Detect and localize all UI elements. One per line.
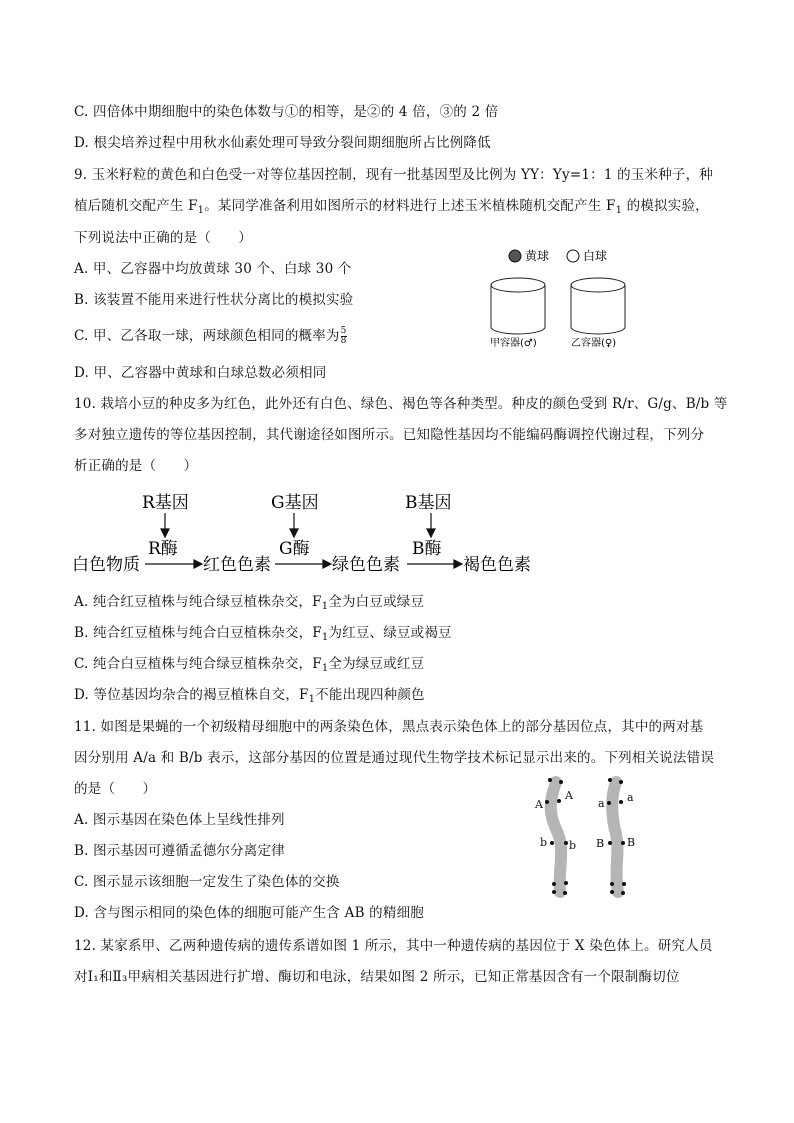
gene-dot [621, 891, 625, 895]
gene-dot [619, 800, 623, 804]
gene-label: a [627, 791, 634, 804]
subscript: 1 [308, 694, 316, 705]
gene-dot [548, 778, 552, 782]
q10-option-c-rest: 全为绿豆或红豆 [328, 656, 425, 672]
q10-option-c-text: C. 纯合白豆植株与纯合绿豆植株杂交，F [74, 656, 322, 672]
substance-brown: 褐色色素 [463, 555, 531, 575]
arrowhead-icon [194, 560, 202, 568]
subscript: 1 [321, 663, 329, 674]
gene-dot [610, 882, 614, 886]
q8-option-c: C. 四倍体中期细胞中的染色体数与①的相等，是②的 4 倍，③的 2 倍 [74, 104, 499, 120]
container-right-label: 乙容器(♀) [571, 338, 617, 349]
subscript: 1 [197, 205, 205, 216]
q11-option-c: C. 图示显示该细胞一定发生了染色体的交换 [74, 874, 340, 890]
q10-option-d [74, 685, 425, 710]
q10-stem-line1: 10. 栽培小豆的种皮多为红色，此外还有白色、绿色、褐色等各种类型。种皮的颜色受到 R/r、G/g、B/b 等 [74, 396, 728, 412]
q9-stem-part1: 植后随机交配产生 F [74, 198, 198, 214]
fraction-numerator: 5 [340, 326, 347, 336]
q9-option-c [74, 326, 347, 346]
gene-dot [607, 801, 611, 805]
subscript: 1 [615, 205, 623, 216]
gene-label: A [565, 789, 573, 802]
fraction [341, 327, 347, 346]
gene-dot [557, 799, 561, 803]
q11-stem-line1: 11. 如图是果蝇的一个初级精母细胞中的两条染色体，黑点表示染色体上的部分基因位点，其中的两对基 [74, 719, 704, 735]
q11-option-a: A. 图示基因在染色体上呈线性排列 [74, 812, 285, 828]
q10-option-d-text: D. 等位基因均杂合的褐豆植株自交，F [74, 687, 309, 703]
q11-option-b: B. 图示基因可遵循孟德尔分离定律 [74, 843, 285, 859]
q9-stem-line1: 9. 玉米籽粒的黄色和白色受一对等位基因控制，现有一批基因型及比例为 YY：Yy=1：1 的玉米种子，种 [74, 167, 714, 183]
gene-r-label: R基因 [142, 493, 189, 513]
container-figure [480, 240, 650, 355]
arrowhead-icon [454, 560, 462, 568]
q11-option-d: D. 含与图示相同的染色体的细胞可能产生含 AB 的精细胞 [74, 905, 424, 921]
gene-dot [564, 841, 568, 845]
arrowhead-icon [427, 529, 435, 537]
q9-stem-line3: 下列说法中正确的是（ ） [74, 230, 253, 246]
subscript: 1 [321, 632, 329, 643]
q10-option-c [74, 654, 424, 679]
gene-dot [552, 890, 556, 894]
white-ball-icon [567, 250, 579, 262]
container-left [491, 278, 545, 334]
gene-dot [563, 891, 567, 895]
q12-stem-line2: 对Ⅰ₁和Ⅱ₃甲病相关基因进行扩增、酶切和电泳，结果如图 2 所示，已知正常基因含有一个限制酶切位 [74, 969, 680, 985]
container-right [571, 278, 625, 334]
fraction-denominator: 8 [340, 336, 347, 346]
gene-dot [610, 890, 614, 894]
gene-dot [622, 882, 626, 886]
enzyme-b-label: B酶 [412, 539, 442, 559]
enzyme-g-label: G酶 [279, 539, 310, 559]
arrowhead-icon [323, 560, 331, 568]
arrowhead-icon [290, 529, 298, 537]
yellow-ball-icon [509, 250, 521, 262]
substance-red: 红色色素 [203, 555, 271, 575]
q10-option-a-rest: 全为白豆或绿豆 [328, 594, 425, 610]
gene-label: B [596, 837, 605, 850]
q9-option-c-text: C. 甲、乙各取一球，两球颜色相同的概率为 [74, 328, 340, 344]
q10-stem-line2: 多对独立遗传的等位基因控制，其代谢途径如图所示。已知隐性基因均不能编码酶调控代谢过程，下列分 [74, 427, 705, 443]
gene-label: b [540, 836, 548, 849]
gene-dot [608, 778, 612, 782]
q10-option-a [74, 592, 424, 617]
q11-stem-line3: 的是（ ） [74, 781, 157, 797]
gene-g-label: G基因 [271, 493, 319, 513]
q10-option-d-rest: 不能出现四种颜色 [315, 687, 425, 703]
q9-option-b: B. 该装置不能用来进行性状分离比的模拟实验 [74, 292, 354, 308]
q10-option-a-text: A. 纯合红豆植株与纯合绿豆植株杂交，F [74, 594, 322, 610]
gene-dot [619, 780, 623, 784]
q8-option-d: D. 根尖培养过程中用秋水仙素处理可导致分裂间期细胞所占比例降低 [74, 135, 491, 151]
gene-dot [608, 841, 612, 845]
legend-white: 白球 [583, 249, 608, 263]
gene-b-label: B基因 [405, 493, 452, 513]
substance-green: 绿色色素 [332, 555, 400, 575]
chromosome-left [551, 782, 561, 892]
pathway-figure [70, 488, 550, 580]
q9-stem-part3: 的模拟实验， [622, 198, 709, 214]
gene-dot [621, 841, 625, 845]
subscript: 1 [321, 601, 329, 612]
container-left-label: 甲容器(♂) [490, 338, 537, 349]
chromosome-right [612, 782, 618, 892]
q9-stem-line2 [74, 196, 709, 221]
q9-stem-part2: 。某同学准备利用如图所示的材料进行上述玉米植株随机交配产生 F [204, 198, 616, 214]
gene-dot [552, 882, 556, 886]
substance-white: 白色物质 [72, 555, 140, 575]
gene-label: B [627, 836, 636, 849]
arrowhead-icon [161, 529, 169, 537]
gene-label: a [598, 797, 605, 810]
q9-option-d: D. 甲、乙容器中黄球和白球总数必须相同 [74, 365, 327, 381]
q9-option-a: A. 甲、乙容器中均放黄球 30 个、白球 30 个 [74, 261, 352, 277]
gene-label: b [569, 839, 577, 852]
q11-stem-line2: 因分别用 A/a 和 B/b 表示，这部分基因的位置是通过现代生物学技术标记显示出来的。下列相关说法错误 [74, 750, 715, 766]
legend-yellow: 黄球 [525, 249, 550, 263]
gene-label: A [535, 798, 543, 811]
chromosome-figure [528, 774, 648, 900]
q12-stem-line1: 12. 某家系甲、乙两种遗传病的遗传系谱如图 1 所示，其中一种遗传病的基因位于 X 染色体上。研究人员 [74, 938, 713, 954]
gene-dot [559, 780, 563, 784]
q10-option-b [74, 623, 452, 648]
gene-dot [564, 881, 568, 885]
gene-dot [545, 800, 549, 804]
q10-option-b-rest: 为红豆、绿豆或褐豆 [328, 625, 452, 641]
gene-dot [550, 841, 554, 845]
enzyme-r-label: R酶 [148, 539, 178, 559]
q10-option-b-text: B. 纯合红豆植株与纯合白豆植株杂交，F [74, 625, 322, 641]
q10-stem-line3: 析正确的是（ ） [74, 458, 198, 474]
